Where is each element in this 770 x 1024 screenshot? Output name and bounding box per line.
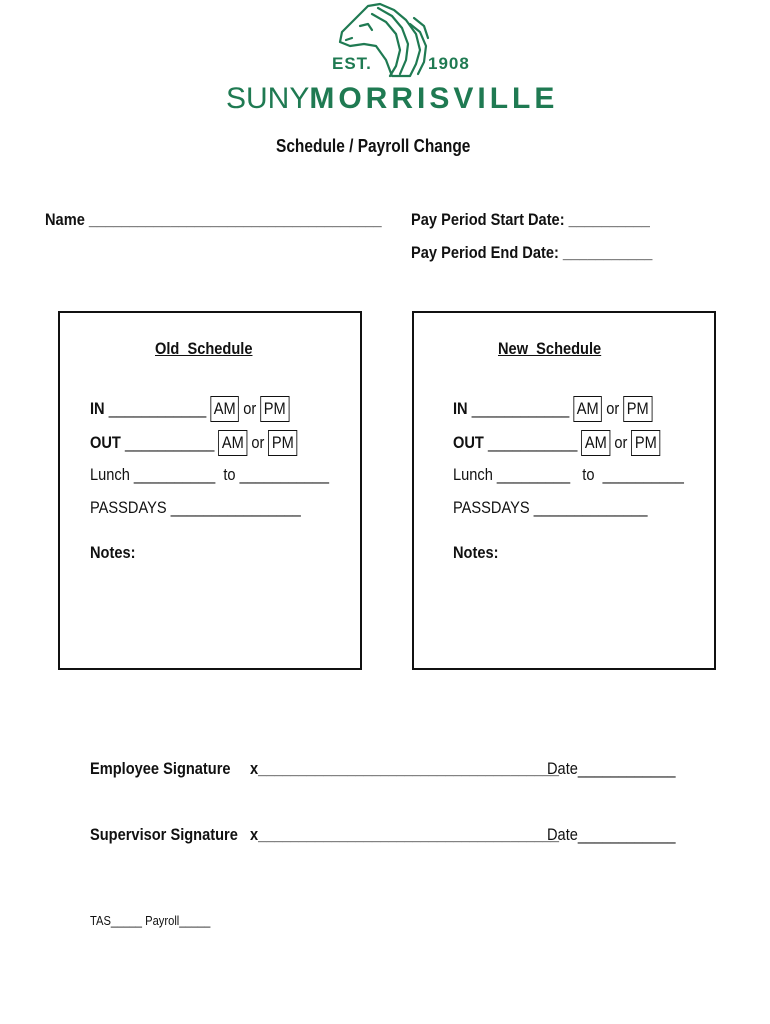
old-in-label: IN xyxy=(90,399,105,418)
pay-period-end-field[interactable]: Pay Period End Date: ___________ xyxy=(411,243,653,262)
new-out-pm-box[interactable]: PM xyxy=(631,430,660,456)
old-lunch-field[interactable]: Lunch __________ to ___________ xyxy=(90,465,330,484)
new-in-label: IN xyxy=(453,399,468,418)
new-passdays-field[interactable]: PASSDAYS ______________ xyxy=(453,498,648,517)
supervisor-signature-label: Supervisor Signature xyxy=(90,825,238,844)
old-in-pm-box[interactable]: PM xyxy=(260,396,289,422)
supervisor-date-field[interactable]: Date____________ xyxy=(547,825,676,844)
old-in-am-box[interactable]: AM xyxy=(210,396,239,422)
brand-logo-text xyxy=(226,82,558,116)
new-schedule-panel xyxy=(412,311,716,670)
employee-signature-line[interactable]: x_____________________________________ xyxy=(250,759,559,778)
form-title: Schedule / Payroll Change xyxy=(276,136,471,156)
old-in-or: or xyxy=(243,399,257,418)
old-schedule-panel xyxy=(58,311,362,670)
new-in-row xyxy=(453,396,652,422)
est-label: EST. xyxy=(332,54,372,73)
old-out-am-box[interactable]: AM xyxy=(218,430,247,456)
old-passdays-field[interactable]: PASSDAYS ________________ xyxy=(90,498,301,517)
new-in-pm-box[interactable]: PM xyxy=(623,396,652,422)
new-notes-label: Notes: xyxy=(453,543,499,562)
brand-morrisville: MORRISVILLE xyxy=(309,82,559,115)
name-field[interactable]: Name ____________________________________ xyxy=(45,210,382,229)
new-in-or: or xyxy=(606,399,620,418)
employee-date-field[interactable]: Date____________ xyxy=(547,759,676,778)
old-notes-label: Notes: xyxy=(90,543,136,562)
new-out-label: OUT xyxy=(453,433,484,452)
old-in-line[interactable]: ____________ xyxy=(108,399,207,418)
old-schedule-heading: Old Schedule xyxy=(155,339,253,358)
new-in-am-box[interactable]: AM xyxy=(573,396,602,422)
new-out-am-box[interactable]: AM xyxy=(581,430,610,456)
old-in-row xyxy=(90,396,289,422)
new-out-or: or xyxy=(614,433,628,452)
new-in-line[interactable]: ____________ xyxy=(471,399,570,418)
old-out-or: or xyxy=(251,433,265,452)
old-out-label: OUT xyxy=(90,433,121,452)
old-out-line[interactable]: ___________ xyxy=(124,433,215,452)
pay-period-start-field[interactable]: Pay Period Start Date: __________ xyxy=(411,210,650,229)
old-out-pm-box[interactable]: PM xyxy=(268,430,297,456)
supervisor-signature-line[interactable]: x_____________________________________ xyxy=(250,825,559,844)
old-out-row xyxy=(90,430,297,456)
footer-tas-payroll: TAS_____ Payroll_____ xyxy=(90,913,211,928)
new-lunch-field[interactable]: Lunch _________ to __________ xyxy=(453,465,684,484)
new-out-row xyxy=(453,430,660,456)
employee-signature-label: Employee Signature xyxy=(90,759,231,778)
new-schedule-heading: New Schedule xyxy=(498,339,602,358)
new-out-line[interactable]: ___________ xyxy=(487,433,578,452)
brand-suny: SUNY xyxy=(226,82,310,115)
est-year: 1908 xyxy=(428,54,470,73)
